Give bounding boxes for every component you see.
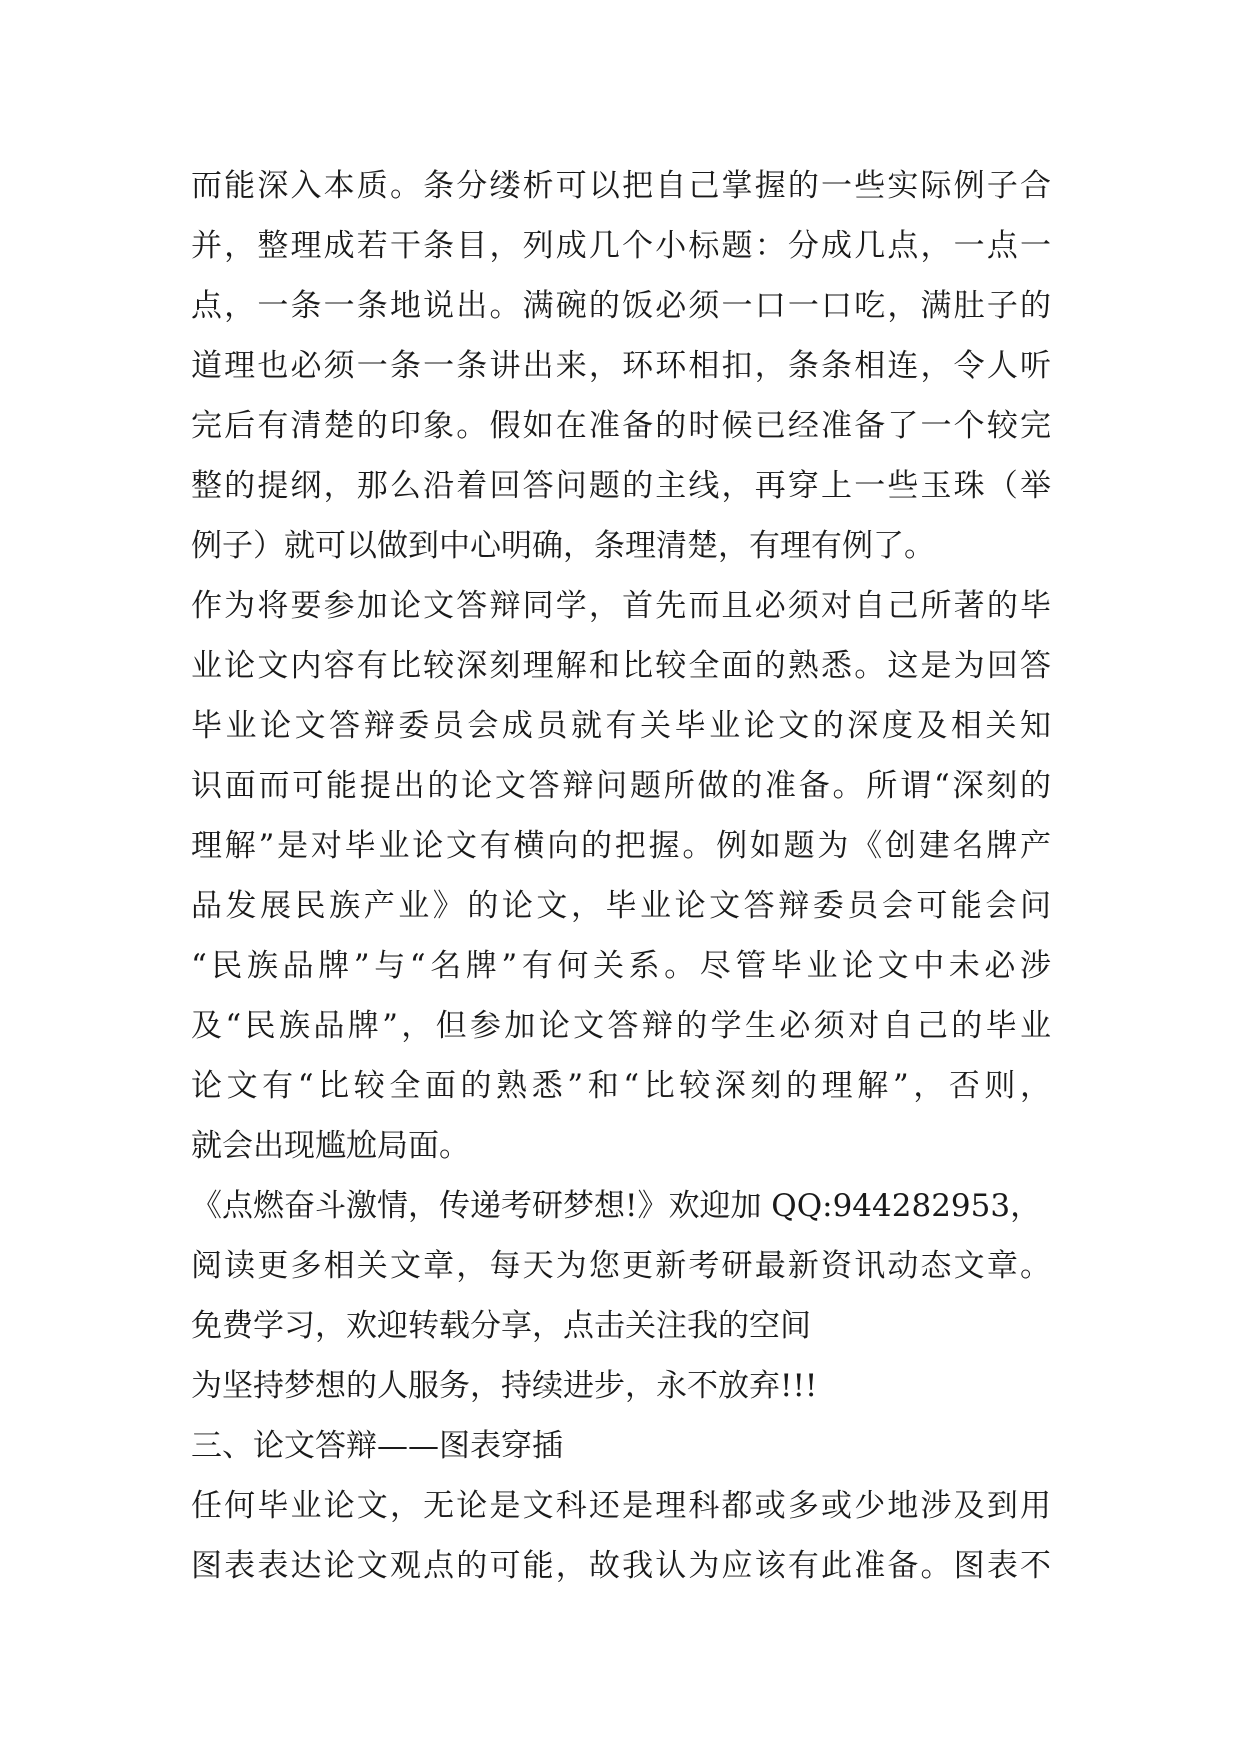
body-text	[191, 156, 1051, 1596]
text-line: 为坚持梦想的人服务，持续进步，永不放弃!!!	[191, 1368, 818, 1404]
text-line: 就会出现尴尬局面。	[191, 1128, 470, 1164]
text-line: 毕业论文答辩委员会成员就有关毕业论文的深度及相关知	[191, 708, 1051, 744]
text-line: 完后有清楚的印象。假如在准备的时候已经准备了一个较完	[191, 408, 1051, 444]
text-line: 论文有“比较全面的熟悉”和“比较深刻的理解”，否则，	[191, 1068, 1051, 1104]
text-line: 免费学习，欢迎转载分享，点击关注我的空间	[191, 1308, 811, 1344]
text-line: 例子）就可以做到中心明确，条理清楚，有理有例了。	[191, 528, 935, 564]
text-line: 而能深入本质。条分缕析可以把自己掌握的一些实际例子合	[191, 168, 1051, 204]
text-line: 点，一条一条地说出。满碗的饭必须一口一口吃，满肚子的	[191, 288, 1051, 324]
text-line: 阅读更多相关文章，每天为您更新考研最新资讯动态文章。	[191, 1248, 1051, 1284]
text-line: 识面而可能提出的论文答辩问题所做的准备。所谓“深刻的	[191, 768, 1051, 804]
text-line: 业论文内容有比较深刻理解和比较全面的熟悉。这是为回答	[191, 648, 1051, 684]
text-line: 道理也必须一条一条讲出来，环环相扣，条条相连，令人听	[191, 348, 1051, 384]
text-line: 任何毕业论文，无论是文科还是理科都或多或少地涉及到用	[191, 1488, 1051, 1524]
text-line: 理解”是对毕业论文有横向的把握。例如题为《创建名牌产	[191, 828, 1051, 864]
text-line: 并，整理成若干条目，列成几个小标题：分成几点，一点一	[191, 228, 1051, 264]
section-heading: 三、论文答辩——图表穿插	[191, 1428, 563, 1464]
text-line: 图表表达论文观点的可能，故我认为应该有此准备。图表不	[191, 1548, 1051, 1584]
text-line: 及“民族品牌”，但参加论文答辩的学生必须对自己的毕业	[191, 1008, 1051, 1044]
text-line: “民族品牌”与“名牌”有何关系。尽管毕业论文中未必涉	[191, 948, 1051, 984]
text-line: 作为将要参加论文答辩同学，首先而且必须对自己所著的毕	[191, 588, 1051, 624]
text-line: 整的提纲，那么沿着回答问题的主线，再穿上一些玉珠（举	[191, 468, 1051, 504]
text-line: 品发展民族产业》的论文，毕业论文答辩委员会可能会问	[191, 888, 1051, 924]
text-line: 《点燃奋斗激情，传递考研梦想!》欢迎加 QQ:944282953，	[191, 1188, 1042, 1224]
